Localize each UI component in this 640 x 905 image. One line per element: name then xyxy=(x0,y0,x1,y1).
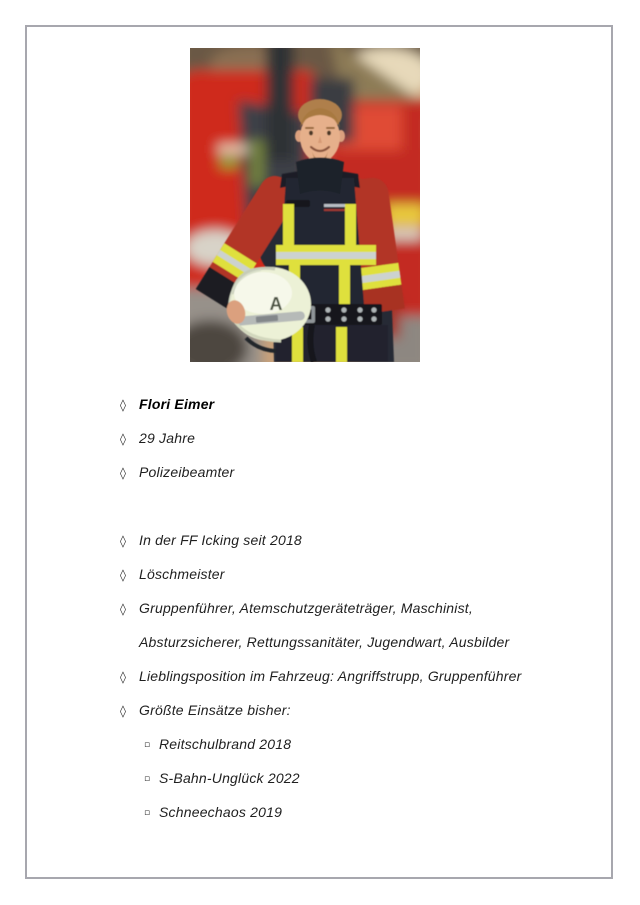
list-item-text: In der FF Icking seit 2018 xyxy=(139,532,302,548)
firefighter-photo-illustration xyxy=(190,48,420,362)
list-item-text: 29 Jahre xyxy=(139,430,196,446)
list-item-text: Lieblingsposition im Fahrzeug: Angriffstrupp, Gruppenführer xyxy=(139,668,522,684)
diamond-bullet-icon: ◊ xyxy=(120,534,127,548)
list-item xyxy=(120,557,595,591)
diamond-bullet-icon: ◊ xyxy=(120,466,127,480)
square-bullet-icon: ▫ xyxy=(144,808,151,818)
list-item xyxy=(120,387,595,421)
diamond-bullet-icon: ◊ xyxy=(120,670,127,684)
list-item-text: S-Bahn-Unglück 2022 xyxy=(159,770,300,786)
diamond-bullet-icon: ◊ xyxy=(120,704,127,718)
list-spacer xyxy=(120,489,595,523)
firefighter-photo xyxy=(190,48,420,362)
list-item xyxy=(120,659,595,693)
list-item xyxy=(120,591,595,625)
list-item-text: Absturzsicherer, Rettungssanitäter, Jugendwart, Ausbilder xyxy=(139,634,510,650)
list-item-text: Flori Eimer xyxy=(139,396,215,412)
list-item-text: Reitschulbrand 2018 xyxy=(159,736,292,752)
list-item-text: Größte Einsätze bisher: xyxy=(139,702,291,718)
list-item-continuation xyxy=(120,625,595,659)
list-subitem xyxy=(120,727,595,761)
list-item xyxy=(120,421,595,455)
list-item-text: Polizeibeamter xyxy=(139,464,235,480)
square-bullet-icon: ▫ xyxy=(144,774,151,784)
diamond-bullet-icon: ◊ xyxy=(120,568,127,582)
list-item-text: Gruppenführer, Atemschutzgeräteträger, Maschinist, xyxy=(139,600,473,616)
list-item xyxy=(120,523,595,557)
collar xyxy=(296,158,344,195)
helmet-letter: A xyxy=(269,294,283,314)
list-subitem xyxy=(120,795,595,829)
list-item-text: Löschmeister xyxy=(139,566,225,582)
list-item-text: Schneechaos 2019 xyxy=(159,804,283,820)
profile-list xyxy=(120,387,595,829)
list-item xyxy=(120,455,595,489)
diamond-bullet-icon: ◊ xyxy=(120,398,127,412)
list-subitem xyxy=(120,761,595,795)
list-item xyxy=(120,693,595,727)
square-bullet-icon: ▫ xyxy=(144,740,151,750)
diamond-bullet-icon: ◊ xyxy=(120,432,127,446)
diamond-bullet-icon: ◊ xyxy=(120,602,127,616)
